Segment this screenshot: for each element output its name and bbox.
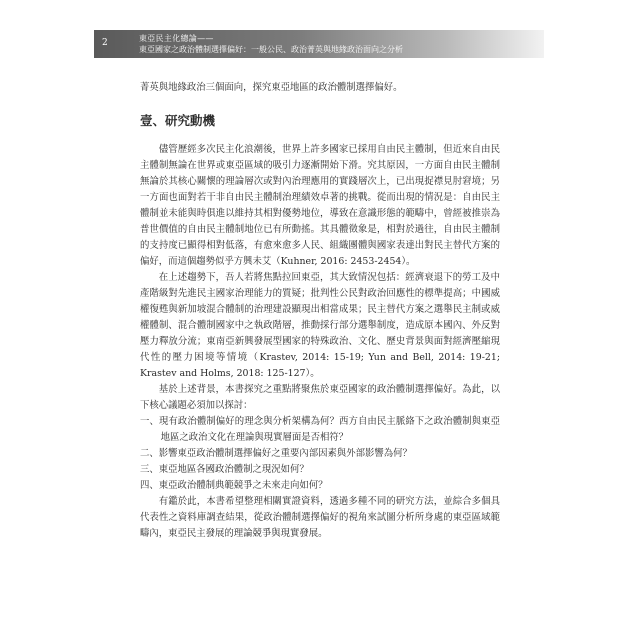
paragraph-east-asia: 在上述趨勢下，吾人若將焦點拉回東亞，其大致情況包括：經濟衰退下的勞工及中產階級對先進民主國家治理能力的質疑；批判性公民對政治回應性的標準提高；中國威權復甦與新加坡混合體制的治理建設顯現出相當成果；民主替代方案之選舉民主制或威權體制、混合體制國家中之執政階層，推動採行部分選舉制度，造成原本國內、外反對壓力釋放分流；東南亞新興發展型國家的特殊政治、文化、歷史背景與面對經濟壓縮現代性的壓力困境等情境（Krastev, 2014: 15-19; Yun and Bell, 2014: 19-21; Krastev and Holms, 2018: 125-127）。 [140,272,500,379]
question-item: 一、現有政治體制偏好的理念與分析架構為何？西方自由民主脈絡下之政治體制與東亞地區之政治文化在理論與現實層面是否相符？ [140,416,500,443]
page-number: 2 [102,38,108,48]
paragraph-conclusion: 有鑑於此，本書希望整理相關實證資料，透過多種不同的研究方法，並綜合多個具代表性之資料庫調查結果，從政治體制選擇偏好的視角來試圖分析所身處的東亞區域範疇內，東亞民主發展的理論競爭與現實發展。 [140,496,500,539]
page-body [140,80,500,542]
lead-line: 菁英與地緣政治三個面向，探究東亞地區的政治體制選擇偏好。 [140,82,403,93]
section-heading: 壹、研究動機 [140,113,216,128]
running-header [94,30,544,58]
question-item: 二、影響東亞政治體制選擇偏好之重要內部因素與外部影響為何？ [140,448,412,459]
series-title: 東亞民主化總論—— [139,34,214,43]
question-item: 三、東亞地區各國政治體制之現況如何？ [140,464,309,475]
question-item: 四、東亞政治體制典範競爭之未來走向如何？ [140,480,328,491]
paragraph-core-issues: 基於上述背景，本書探究之重點將聚焦於東亞國家的政治體制選擇偏好。為此，以下核心議題必須加以探討： [140,384,500,411]
chapter-title: 東亞國家之政治體制選擇偏好：一般公民、政治菁英與地緣政治面向之分析 [139,45,403,54]
paragraph-motivation: 儘管歷經多次民主化浪潮後，世界上許多國家已採用自由民主體制，但近來自由民主體制無論在世界或東亞區域的吸引力逐漸開始下滑。究其原因，一方面自由民主體制無論於其核心關懷的理論層次或對內治理應用的實踐層次上，已出現捉襟見肘窘境；另一方面也面對若干非自由民主體制治理績效卓著的挑戰。從而出現的情況是：自由民主體制並未能與時俱進以維持其相對優勢地位，導致在意識形態的範疇中，曾經被推崇為普世價值的自由民主體制地位已有所動搖。其具體徵象是，相對於過往，自由民主體制的支持度已顯得相對低落，有愈來愈多人民、組織團體與國家表達出對民主替代方案的偏好，而這個趨勢似乎方興未艾（Kuhner, 2016: 2453-2454）。 [140,144,500,267]
